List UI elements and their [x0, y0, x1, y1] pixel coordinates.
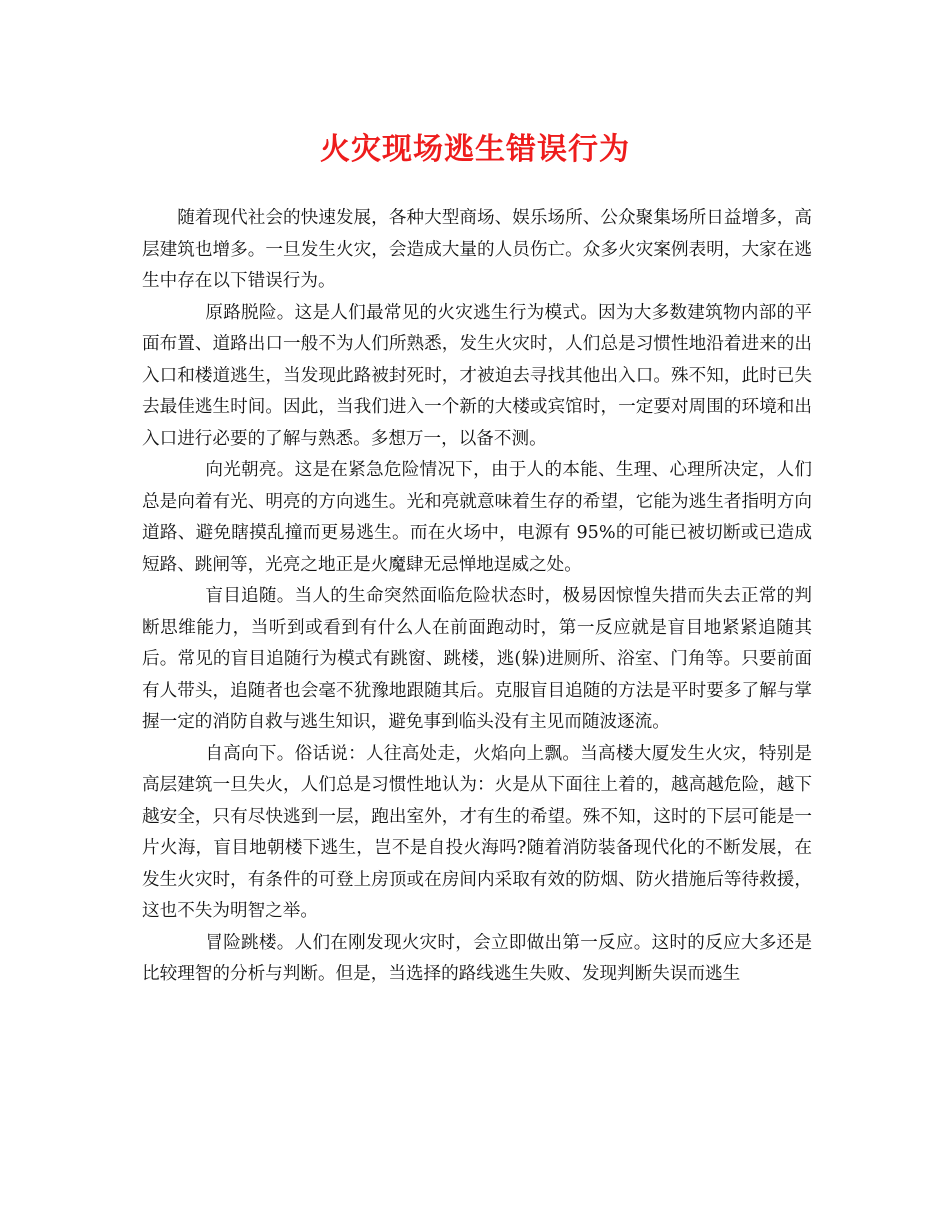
paragraph-intro: 随着现代社会的快速发展，各种大型商场、娱乐场所、公众聚集场所日益增多，高层建筑也增多。一旦发生火灾，会造成大量的人员伤亡。众多火灾案例表明，大家在逃生中存在以下错误行为。	[142, 208, 812, 291]
paragraph-original-route: 原路脱险。这是人们最常见的火灾逃生行为模式。因为大多数建筑物内部的平面布置、道路出口一般不为人们所熟悉，发生火灾时，人们总是习惯性地沿着进来的出入口和楼道逃生，当发现此路被封死时，才被迫去寻找其他出入口。殊不知，此时已失去最佳逃生时间。因此，当我们进入一个新的大楼或宾馆时，一定要对周围的环境和出入口进行必要的了解与熟悉。多想万一，以备不测。	[142, 302, 812, 449]
document-title: 火灾现场逃生错误行为	[320, 132, 630, 167]
paragraph-risky-jump: 冒险跳楼。人们在刚发现火灾时，会立即做出第一反应。这时的反应大多还是比较理智的分析与判断。但是，当选择的路线逃生失败、发现判断失误而逃生	[142, 932, 812, 984]
paragraph-blind-following: 盲目追随。当人的生命突然面临危险状态时，极易因惊惶失措而失去正常的判断思维能力，当听到或看到有什么人在前面跑动时，第一反应就是盲目地紧紧追随其后。常见的盲目追随行为模式有跳窗、跳楼，逃(躲)进厕所、浴室、门角等。只要前面有人带头，追随者也会毫不犹豫地跟随其后。克服盲目追随的方法是平时要多了解与掌握一定的消防自救与逃生知识，避免事到临头没有主见而随波逐流。	[142, 586, 812, 732]
document-body	[142, 203, 812, 991]
paragraph-high-to-low: 自高向下。俗话说：人往高处走，火焰向上飘。当高楼大厦发生火灾，特别是高层建筑一旦失火，人们总是习惯性地认为：火是从下面往上着的，越高越危险，越下越安全，只有尽快逃到一层，跑出室外，才有生的希望。殊不知，这时的下层可能是一片火海，盲目地朝楼下逃生，岂不是自投火海吗?随着消防装备现代化的不断发展，在发生火灾时，有条件的可登上房顶或在房间内采取有效的防烟、防火措施后等待救援，这也不失为明智之举。	[142, 743, 812, 921]
paragraph-toward-light: 向光朝亮。这是在紧急危险情况下，由于人的本能、生理、心理所决定，人们总是向着有光、明亮的方向逃生。光和亮就意味着生存的希望，它能为逃生者指明方向道路、避免瞎摸乱撞而更易逃生。而在火场中，电源有 95%的可能已被切断或已造成短路、跳闸等，光亮之地正是火魔肆无忌惮地逞威之处。	[142, 460, 812, 575]
